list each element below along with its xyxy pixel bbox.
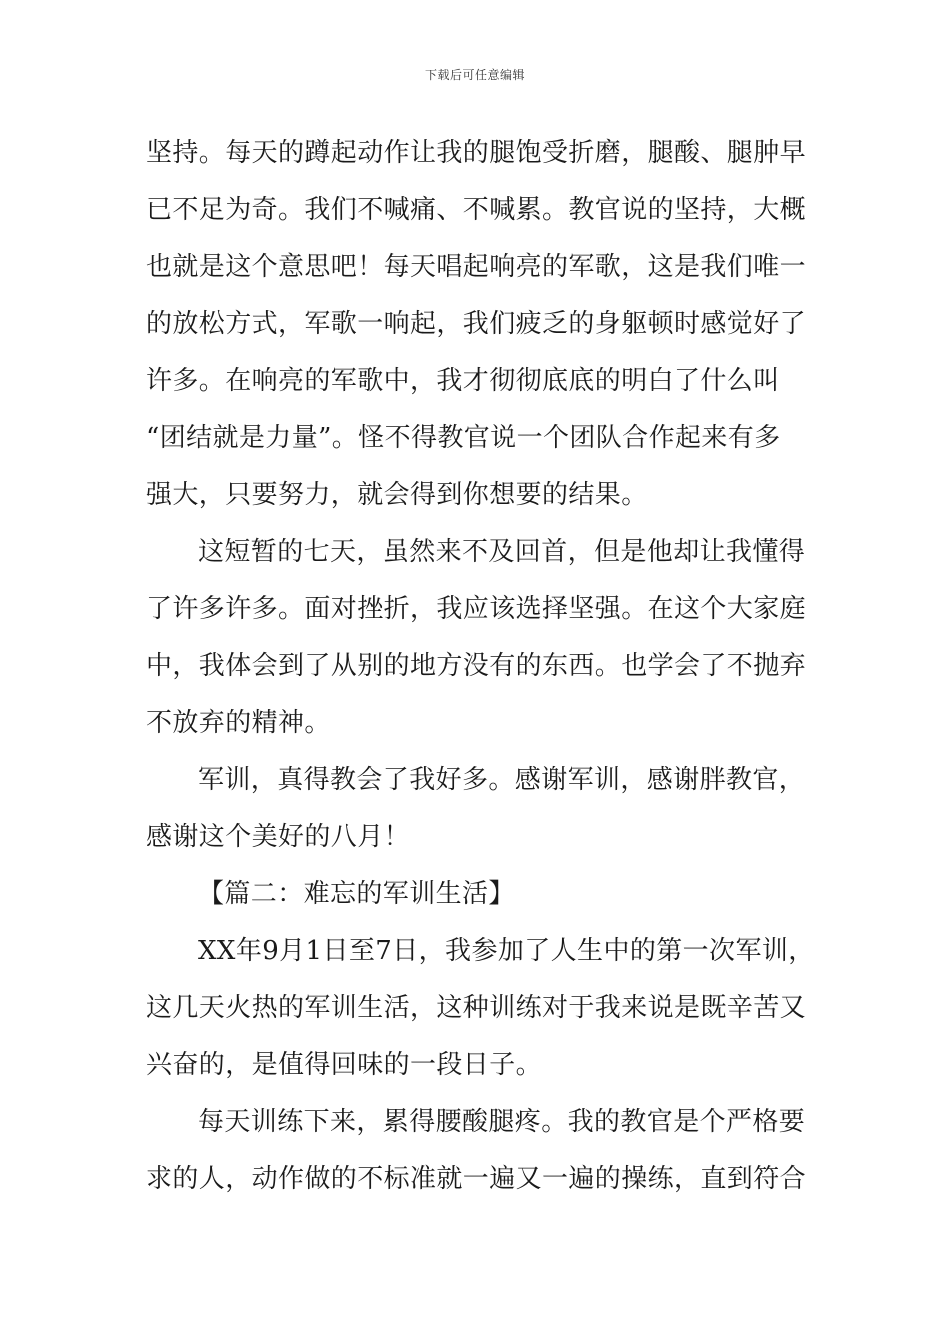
text-line: 这短暂的七天，虽然来不及回首，但是他却让我懂得 [198,537,806,567]
text-line: 求的人，动作做的不标准就一遍又一遍的操练，直到符合 [146,1164,807,1194]
text-line: 这几天火热的军训生活，这种训练对于我来说是既辛苦又 [146,993,807,1023]
text-line: 感谢这个美好的八月！ [146,822,411,852]
text-line: XX年9月1日至7日，我参加了人生中的第一次军训， [198,936,815,966]
text-line: 已不足为奇。我们不喊痛、不喊累。教官说的坚持，大概 [146,195,807,225]
text-line: 军训，真得教会了我好多。感谢军训，感谢胖教官， [198,765,806,795]
text-line: 许多。在响亮的军歌中，我才彻彻底底的明白了什么叫 [146,366,780,396]
body-text [146,130,815,1213]
page-header: 下载后可任意编辑 [424,68,525,82]
text-line: 强大，只要努力，就会得到你想要的结果。 [146,480,648,510]
text-line: 坚持。每天的蹲起动作让我的腿饱受折磨，腿酸、腿肿早 [146,138,807,168]
text-line: 不放弃的精神。 [146,708,331,738]
text-line: “团结就是力量”。怪不得教官说一个团队合作起来有多 [146,423,781,453]
text-line: 也就是这个意思吧！每天唱起响亮的军歌，这是我们唯一 [146,252,807,282]
text-line: 【篇二：难忘的军训生活】 [198,879,515,909]
text-line: 中，我体会到了从别的地方没有的东西。也学会了不抛弃 [146,651,807,681]
text-line: 每天训练下来，累得腰酸腿疼。我的教官是个严格要 [198,1107,806,1137]
text-line: 的放松方式，军歌一响起，我们疲乏的身躯顿时感觉好了 [146,309,807,339]
text-line: 兴奋的，是值得回味的一段日子。 [146,1050,543,1080]
text-line: 了许多许多。面对挫折，我应该选择坚强。在这个大家庭 [146,594,807,624]
